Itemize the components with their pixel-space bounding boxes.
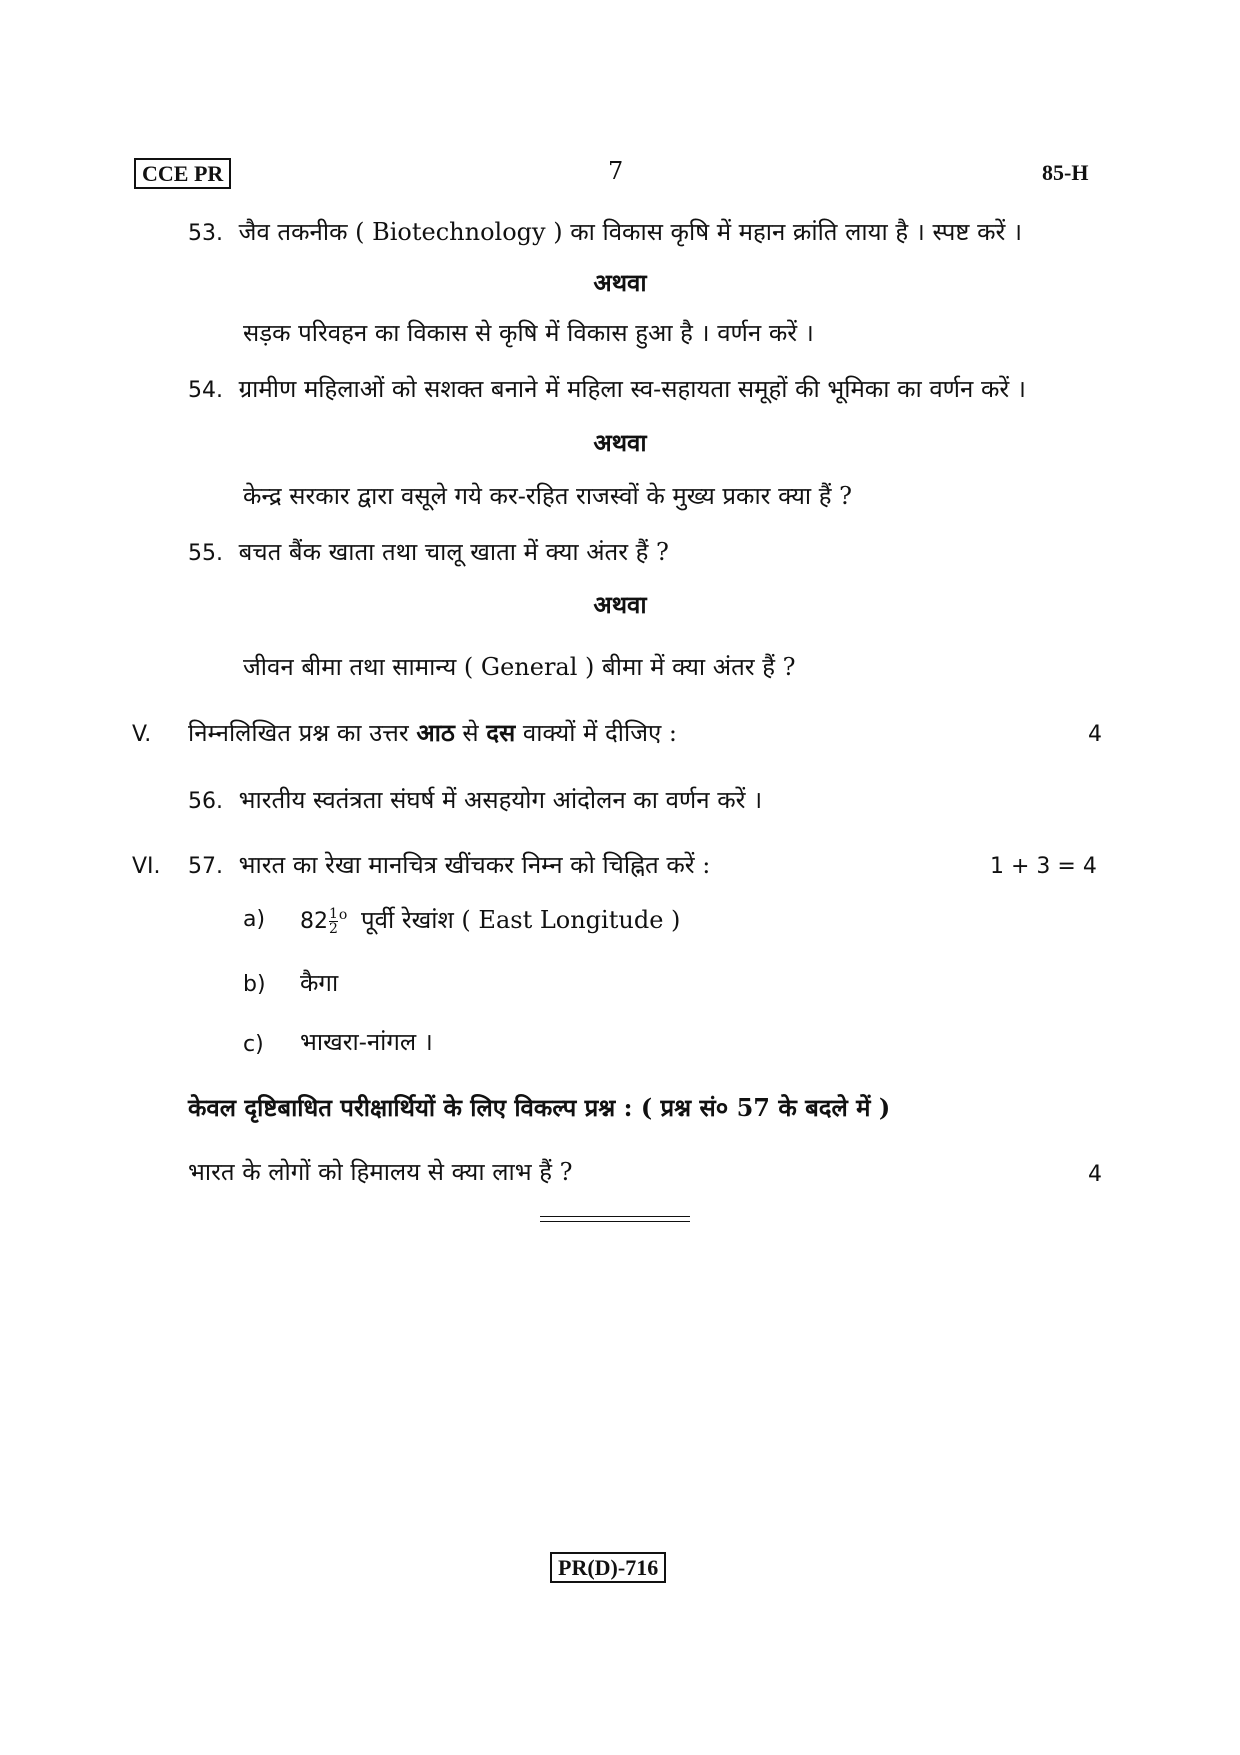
marks: 4: [1088, 1162, 1102, 1187]
question-54: [188, 374, 1026, 406]
question-53: [188, 217, 1022, 249]
end-rule-top: [540, 1216, 690, 1217]
question-text: बचत बैंक खाता तथा चालू खाता में क्या अंतर हैं ?: [238, 538, 669, 566]
header-code-box: CCE PR: [134, 158, 231, 189]
question-55: [188, 537, 669, 569]
item-label: a): [243, 907, 266, 932]
question-number: 57.: [188, 854, 223, 879]
section-instruction: [188, 718, 677, 748]
section-roman: VI.: [132, 854, 161, 879]
item-text: पूर्वी रेखांश ( East Longitude ): [361, 906, 681, 934]
or-label: अथवा: [593, 590, 647, 619]
question-56: [188, 785, 762, 817]
instruction-bold: दस: [486, 718, 516, 747]
question-number: 55.: [188, 541, 223, 566]
instruction-bold: आठ: [416, 718, 455, 747]
question-number: 56.: [188, 789, 223, 814]
item-label: c): [243, 1032, 264, 1057]
alternate-question: भारत के लोगों को हिमालय से क्या लाभ हैं ?: [188, 1158, 573, 1186]
end-rule-bottom: [540, 1221, 690, 1222]
question-53-alt: सड़क परिवहन का विकास से कृषि में विकास हुआ है । वर्णन करें ।: [243, 319, 814, 347]
page-number: 7: [608, 157, 624, 185]
alternate-heading: केवल दृष्टिबाधित परीक्षार्थियों के लिए विकल्प प्रश्न : ( प्रश्न सं० 57 के बदले में ): [188, 1093, 891, 1122]
marks: 1 + 3 = 4: [990, 854, 1097, 879]
question-57: [188, 850, 710, 882]
question-text: भारत का रेखा मानचित्र खींचकर निम्न को चिह्नित करें :: [238, 851, 711, 879]
instruction-part: से: [454, 719, 487, 747]
paper-code: 85-H: [1042, 160, 1089, 185]
question-number: 54.: [188, 378, 223, 403]
instruction-part: वाक्यों में दीजिए :: [515, 719, 677, 747]
instruction-part: निम्नलिखित प्रश्न का उत्तर: [188, 719, 417, 747]
fraction: [329, 907, 338, 936]
question-number: 53.: [188, 221, 223, 246]
question-text: जैव तकनीक ( Biotechnology ) का विकास कृषि में महान क्रांति लाया है । स्पष्ट करें ।: [238, 218, 1023, 246]
item-a: [300, 900, 680, 937]
marks: 4: [1088, 722, 1102, 747]
or-label: अथवा: [593, 268, 647, 297]
section-roman: V.: [132, 722, 152, 747]
item-b: कैगा: [300, 969, 339, 997]
question-text: भारतीय स्वतंत्रता संघर्ष में असहयोग आंदोलन का वर्णन करें ।: [238, 786, 763, 814]
question-text: ग्रामीण महिलाओं को सशक्त बनाने में महिला स्व-सहायता समूहों की भूमिका का वर्णन करें ।: [238, 375, 1026, 403]
question-54-alt: केन्द्र सरकार द्वारा वसूले गये कर-रहित राजस्वों के मुख्य प्रकार क्या हैं ?: [243, 482, 852, 510]
footer-code-box: PR(D)-716: [550, 1552, 666, 1583]
fraction-denominator: 2: [329, 921, 338, 937]
item-label: b): [243, 972, 266, 997]
degree-symbol: o: [338, 907, 348, 923]
longitude-value: 82: [300, 909, 328, 934]
fraction-numerator: 1: [329, 906, 338, 922]
item-c: भाखरा-नांगल ।: [300, 1028, 433, 1056]
question-55-alt: जीवन बीमा तथा सामान्य ( General ) बीमा में क्या अंतर हैं ?: [243, 653, 796, 681]
or-label: अथवा: [593, 428, 647, 457]
